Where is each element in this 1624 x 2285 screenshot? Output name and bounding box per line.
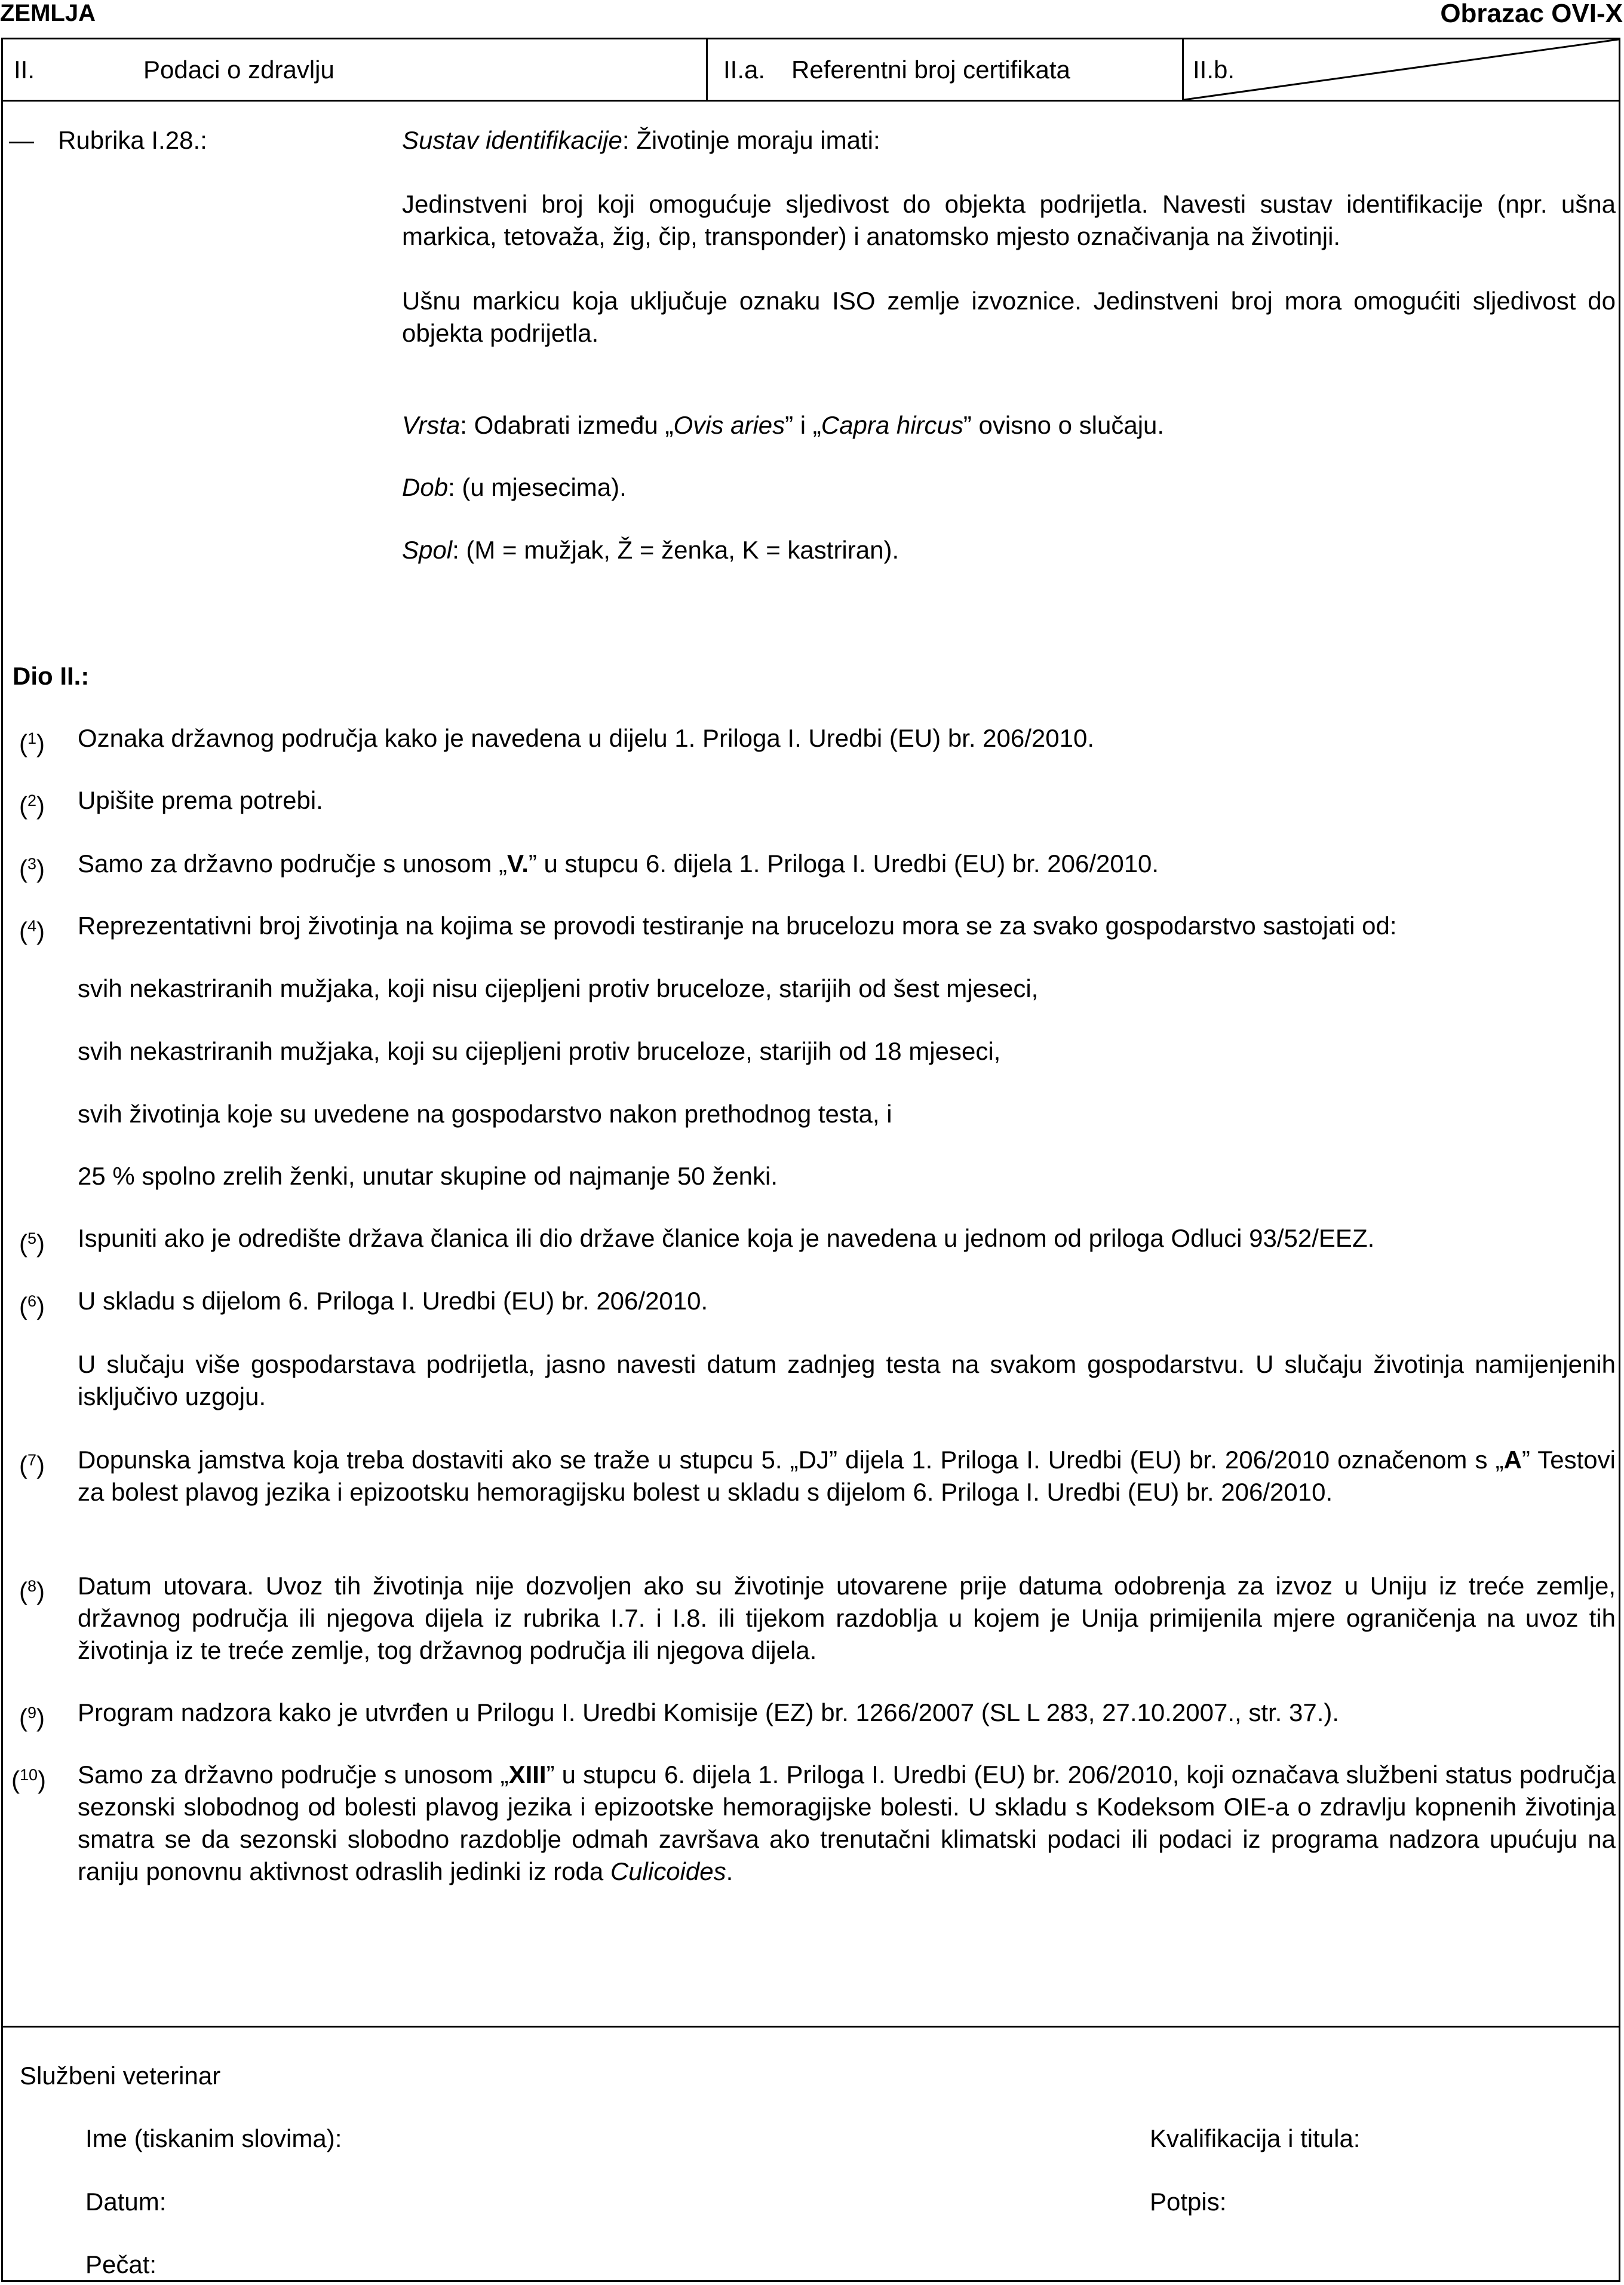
rubrika-intro (402, 124, 880, 157)
term-text: : (M = mužjak, Ž = ženka, K = kastriran). (452, 536, 900, 564)
note-text: Upišite prema potrebi. (78, 786, 323, 814)
name-field-label: Ime (tiskanim slovima): (85, 2124, 342, 2152)
note-code: XIII (508, 1760, 547, 1789)
term-text: : (u mjesecima). (448, 473, 627, 501)
note-text (78, 848, 1616, 880)
term-text: ” ovisno o slučaju. (963, 411, 1165, 439)
qualification-field-label: Kvalifikacija i titula: (1150, 2124, 1361, 2152)
note-code: V. (507, 849, 529, 878)
certificate-frame (1, 38, 1620, 2282)
footnote-marker: 8 (27, 1577, 37, 1595)
note-number: ($^{10}$) (11, 1766, 47, 1794)
header-cell-iib (1184, 39, 1619, 100)
stamp-field-label: Pečat: (85, 2250, 157, 2278)
diagonal-line (1184, 39, 1619, 100)
rubrika-paragraph: Jedinstveni broj koji omogućuje sljedivost do objekta podrijetla. Navesti sustav identifikacije (npr. ušna markica, tetovaža, žig, čip, transponder) i anatomsko mjesto označivanja na životinji. (402, 190, 1616, 250)
certificate-header-row (3, 39, 1619, 102)
footnote-marker: 3 (27, 855, 37, 873)
note-number: ($^8$) (19, 1577, 45, 1605)
note-text: Oznaka državnog područja kako je navedena u dijelu 1. Priloga I. Uredbi (EU) br. 206/2010. (78, 724, 1095, 752)
footnote-marker: 1 (27, 729, 37, 747)
footnote-marker: 6 (27, 1292, 37, 1310)
country-label: ZEMLJA (0, 0, 96, 26)
note-text (78, 1444, 1616, 1508)
note-number: ($^3$) (19, 855, 45, 883)
note-text-part: ” Testovi za bolest plavog jezika i epizootsku hemoragijsku bolest u skladu s dijelom 6. Priloga I. Uredbi (EU) br. 206/2010. (78, 1446, 1616, 1506)
dob-line (402, 471, 627, 504)
note-text: Program nadzora kako je utvrđen u Prilogu I. Uredbi Komisije (EZ) br. 1266/2007 (SL L 283, 27.10.2007., str. 37.). (78, 1698, 1340, 1726)
note-number: ($^9$) (19, 1704, 45, 1732)
note-number: ($^1$) (19, 729, 45, 757)
note-subitem: svih životinja koje su uvedene na gospodarstvo nakon prethodnog testa, i (78, 1100, 892, 1128)
header-cell-number: II.b. (1193, 56, 1235, 84)
species-name: Ovis aries (673, 411, 785, 439)
rubrika-label: Rubrika I.28.: (58, 126, 207, 154)
note-number: ($^4$) (19, 917, 45, 945)
footnote-marker: 4 (27, 917, 37, 935)
footnote-marker: 5 (27, 1229, 37, 1247)
rubrika-paragraph: Ušnu markicu koja uključuje oznaku ISO zemlje izvoznice. Jedinstveni broj mora omogućiti sljedivost do objekta podrijetla. (402, 287, 1616, 347)
date-field-label: Datum: (85, 2188, 167, 2216)
note-number: ($^6$) (19, 1292, 45, 1320)
term-label: Vrsta (402, 411, 461, 439)
term-text: : Životinje moraju imati: (622, 126, 880, 154)
note-text-part: Samo za državno područje s unosom „ (78, 1760, 509, 1789)
note-text: U slučaju više gospodarstava podrijetla, jasno navesti datum zadnjeg testa na svakom gospodarstvu. U slučaju životinja namijenjenih isključivo uzgoju. (78, 1350, 1616, 1410)
signature-field-label: Potpis: (1150, 2188, 1227, 2216)
footnote-marker: 9 (27, 1704, 37, 1722)
note-number: ($^5$) (19, 1229, 45, 1257)
footnote-marker: 10 (20, 1766, 38, 1784)
rubrika-dash: — (9, 126, 34, 154)
note-text-part: . (726, 1857, 733, 1885)
note-subitem: svih nekastriranih mužjaka, koji nisu cijepljeni protiv bruceloze, starijih od šest mjeseci, (78, 974, 1039, 1002)
note-number: ($^7$) (19, 1451, 45, 1479)
note-text-part: ” u stupcu 6. dijela 1. Priloga I. Uredbi (EU) br. 206/2010, koji označava službeni status područja sezonski slobodnog od bolesti plavog jezika i epizootske hemoragijske bolesti. U skladu s Kodeksom OIE-a o zdravlju kopnenih životinja smatra se da sezonski slobodno razdoblje odmah završava ako trenutačni klimatski podaci ili podaci iz programa nadzora upućuju na raniju ponovnu aktivnost odraslih jedinki iz roda (78, 1760, 1616, 1885)
term-label: Spol (402, 536, 453, 564)
note-text: Ispuniti ako je odredište država članica ili dio države članice koja je navedena u jednom od priloga Odluci 93/52/EEZ. (78, 1224, 1375, 1252)
note-text: Reprezentativni broj životinja na kojima se provodi testiranje na brucelozu mora se za svako gospodarstvo sastojati od: (78, 912, 1397, 940)
header-cell-number: II.a. (723, 56, 766, 84)
note-subitem: svih nekastriranih mužjaka, koji su cijepljeni protiv bruceloze, starijih od 18 mjeseci, (78, 1037, 1001, 1065)
note-code: A (1503, 1446, 1522, 1474)
note-text-part: Dopunska jamstva koja treba dostaviti ako se traže u stupcu 5. „DJ” dijela 1. Priloga I. Uredbi (EU) br. 206/2010 označenom s „ (78, 1446, 1504, 1474)
term-text: : Odabrati između „ (460, 411, 674, 439)
note-number: ($^2$) (19, 792, 45, 820)
header-cell-title: Podaci o zdravlju (143, 56, 334, 84)
header-cell-title: Referentni broj certifikata (791, 56, 1070, 84)
term-label: Sustav identifikacije (402, 126, 622, 154)
species-name: Capra hircus (821, 411, 963, 439)
header-cell-reference (708, 39, 1184, 100)
header-cell-health (3, 39, 708, 100)
vrsta-line (402, 409, 1164, 441)
form-code: Obrazac OVI-X (1440, 0, 1623, 28)
term-text: ” i „ (785, 411, 821, 439)
header-cell-number: II. (14, 56, 35, 84)
footnote-marker: 2 (27, 792, 37, 809)
section-title: Dio II.: (13, 662, 90, 690)
note-text-part: ” u stupcu 6. dijela 1. Priloga I. Uredbi (EU) br. 206/2010. (528, 849, 1159, 878)
note-text: U skladu s dijelom 6. Priloga I. Uredbi (EU) br. 206/2010. (78, 1287, 708, 1315)
note-text (78, 1759, 1616, 1888)
footnote-marker: 7 (27, 1451, 37, 1469)
genus-name: Culicoides (610, 1857, 726, 1885)
signature-section (3, 2026, 1619, 2282)
spol-line (402, 534, 899, 566)
term-label: Dob (402, 473, 449, 501)
note-text-part: Samo za državno područje s unosom „ (78, 849, 508, 878)
official-veterinarian-title: Službeni veterinar (20, 2062, 221, 2090)
note-text: Datum utovara. Uvoz tih životinja nije dozvoljen ako su životinje utovarene prije datuma odobrenja za izvoz u Uniju iz treće zemlje, državnog područja ili njegova dijela iz rubrika I.7. i I.8. ili tijekom razdoblja u kojem je Unija primijenila mjere ograničenja na uvoz tih životinja iz te treće zemlje, tog državnog područja ili njegova dijela. (78, 1572, 1616, 1664)
note-subitem: 25 % spolno zrelih ženki, unutar skupine od najmanje 50 ženki. (78, 1162, 778, 1190)
